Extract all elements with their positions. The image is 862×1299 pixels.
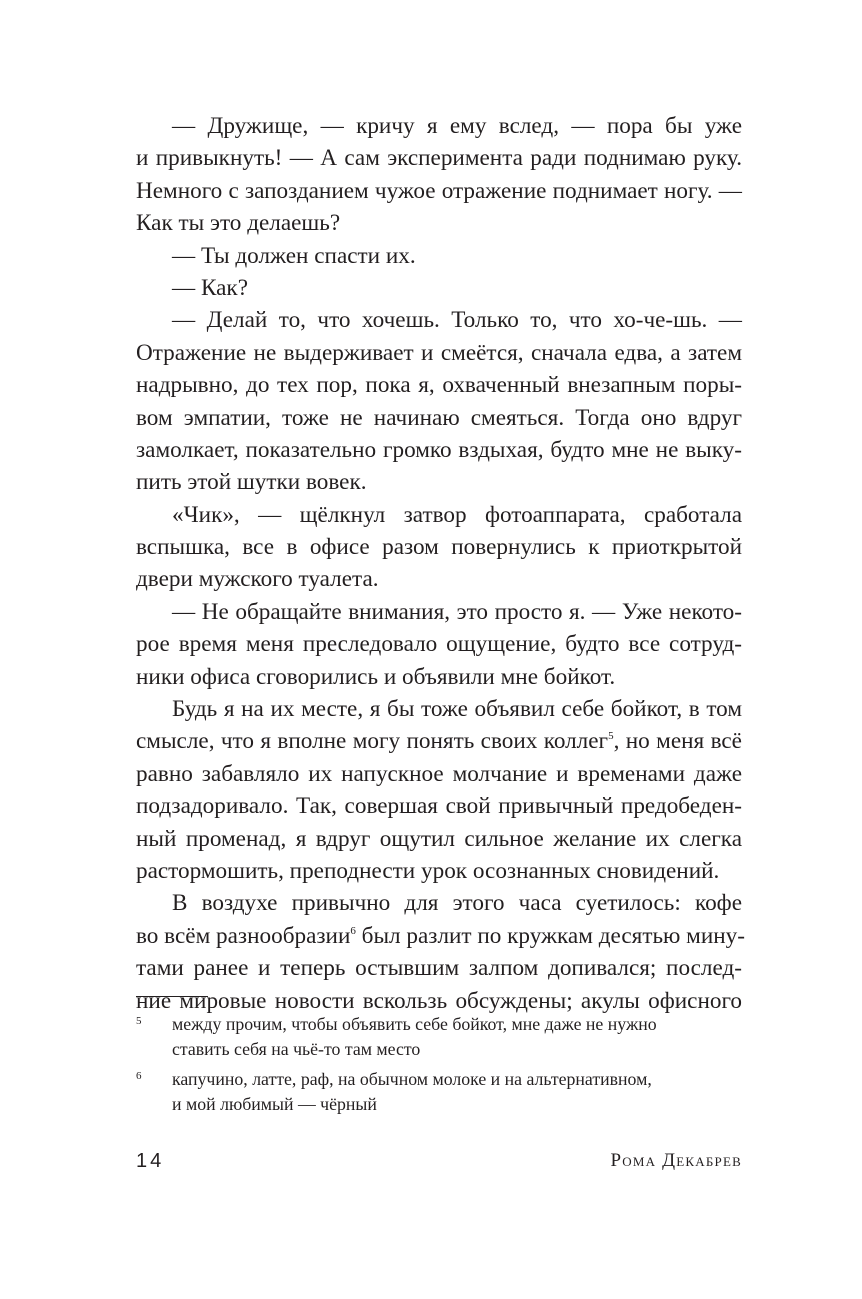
line-text: надрывно, до тех пор, пока я, охваченный внезапным поры- — [136, 372, 742, 399]
footnotes — [136, 1012, 742, 1122]
line-text: вспышка, все в офисе разом повернулись к приоткрытой — [136, 534, 742, 561]
paragraph — [136, 110, 742, 240]
paragraph — [136, 272, 742, 304]
line-text: ние мировые новости вскользь обсуждены; акулы офисного — [136, 987, 742, 1014]
text-line — [136, 855, 742, 887]
text-line — [136, 693, 742, 725]
line-text: двери мужского туалета. — [136, 566, 379, 593]
line-text: равно забавляло их напускное молчание и временами даже — [136, 760, 742, 787]
footnote — [136, 1067, 742, 1116]
line-text: подзадоривало. Так, совершая свой привычный предобеден- — [136, 793, 742, 820]
footnote — [136, 1012, 742, 1061]
running-head: Рома Декабрев — [610, 1150, 742, 1171]
footnote-separator — [136, 996, 208, 997]
text-line — [136, 402, 742, 434]
line-text: — Как? — [172, 274, 248, 301]
line-text: смысле, что я вполне могу понять своих коллег — [136, 728, 609, 755]
line-text: Будь я на их месте, я бы тоже объявил себе бойкот, в том — [172, 696, 742, 723]
footnote-text-line: ставить себя на чьё-то там место — [172, 1038, 421, 1059]
footnote-reference[interactable]: 6 — [350, 924, 356, 937]
footnote-number: 5 — [136, 1015, 142, 1027]
line-text: пить этой шутки вовек. — [136, 469, 367, 496]
footnote-text-line: и мой любимый — чёрный — [172, 1093, 377, 1114]
text-line — [136, 304, 742, 336]
line-text: — Ты должен спасти их. — [172, 242, 416, 269]
paragraph — [136, 240, 742, 272]
line-text: — Дружище, — кричу я ему вслед, — пора бы уже — [172, 113, 742, 139]
text-line — [136, 499, 742, 531]
paragraph — [136, 596, 742, 693]
body-text — [136, 110, 745, 1017]
line-text: тами ранее и теперь остывшим залпом допивался; послед- — [136, 955, 742, 982]
text-line — [136, 240, 742, 272]
text-line — [136, 823, 742, 855]
paragraph — [136, 499, 742, 596]
line-text-after-reference: , но меня всё — [613, 728, 742, 755]
text-line — [136, 887, 742, 919]
paragraph — [136, 693, 742, 887]
page-number: 14 — [136, 1150, 165, 1172]
text-line — [136, 725, 742, 757]
text-line — [136, 563, 742, 595]
line-text: растормошить, преподнести урок осознанных сновидений. — [136, 857, 720, 884]
footnote-text-line: капучино, латте, раф, на обычном молоке и на альтернативном, — [172, 1069, 652, 1090]
text-line — [136, 337, 742, 369]
line-text: рое время меня преследовало ощущение, будто все сотруд- — [136, 631, 742, 658]
line-text: «Чик», — щёлкнул затвор фотоаппарата, сработала — [172, 501, 742, 528]
text-line — [136, 272, 742, 304]
footnote-text-line: между прочим, чтобы объявить себе бойкот, мне даже не нужно — [172, 1014, 657, 1034]
line-text: ный променад, я вдруг ощутил сильное желание их слегка — [136, 825, 742, 852]
text-line — [136, 952, 742, 984]
line-text: вом эмпатии, тоже не начинаю смеяться. Тогда оно вдруг — [136, 404, 742, 431]
line-text: ники офиса сговорились и объявили мне бойкот. — [136, 663, 616, 690]
line-text: Как ты это делаешь? — [136, 210, 341, 237]
line-text: замолкает, показательно громко вздыхая, будто мне не выку- — [136, 436, 742, 463]
line-text: — Делай то, что хочешь. Только то, что хо-че-шь. — — [172, 307, 742, 334]
text-line — [136, 531, 742, 563]
text-line — [136, 920, 745, 952]
paragraph — [136, 887, 745, 1017]
line-text-after-reference: был разлит по кружкам десятью мину- — [355, 922, 745, 949]
line-text: В воздухе привычно для этого часа суетилось: кофе — [172, 890, 742, 917]
text-line — [136, 369, 742, 401]
line-text: — Не обращайте внимания, это просто я. — Уже некото- — [172, 598, 742, 625]
line-text: во всём разнообразии — [136, 922, 351, 949]
line-text: Отражение не выдерживает и смеётся, сначала едва, а затем — [136, 339, 742, 366]
footnote-reference[interactable]: 5 — [608, 730, 614, 743]
text-line — [136, 434, 742, 466]
text-line — [136, 790, 742, 822]
text-line — [136, 207, 742, 239]
text-line — [136, 142, 742, 174]
line-text: и привыкнуть! — А сам эксперимента ради поднимаю руку. — [136, 145, 742, 172]
text-line — [136, 758, 742, 790]
text-line — [136, 596, 742, 628]
text-line — [136, 110, 742, 142]
line-text: Немного с запозданием чужое отражение поднимает ногу. — — [136, 177, 742, 204]
text-line — [136, 175, 742, 207]
paragraph — [136, 304, 742, 498]
text-line — [136, 466, 742, 498]
footnote-number: 6 — [136, 1070, 142, 1083]
text-line — [136, 628, 742, 660]
text-line — [136, 661, 742, 693]
